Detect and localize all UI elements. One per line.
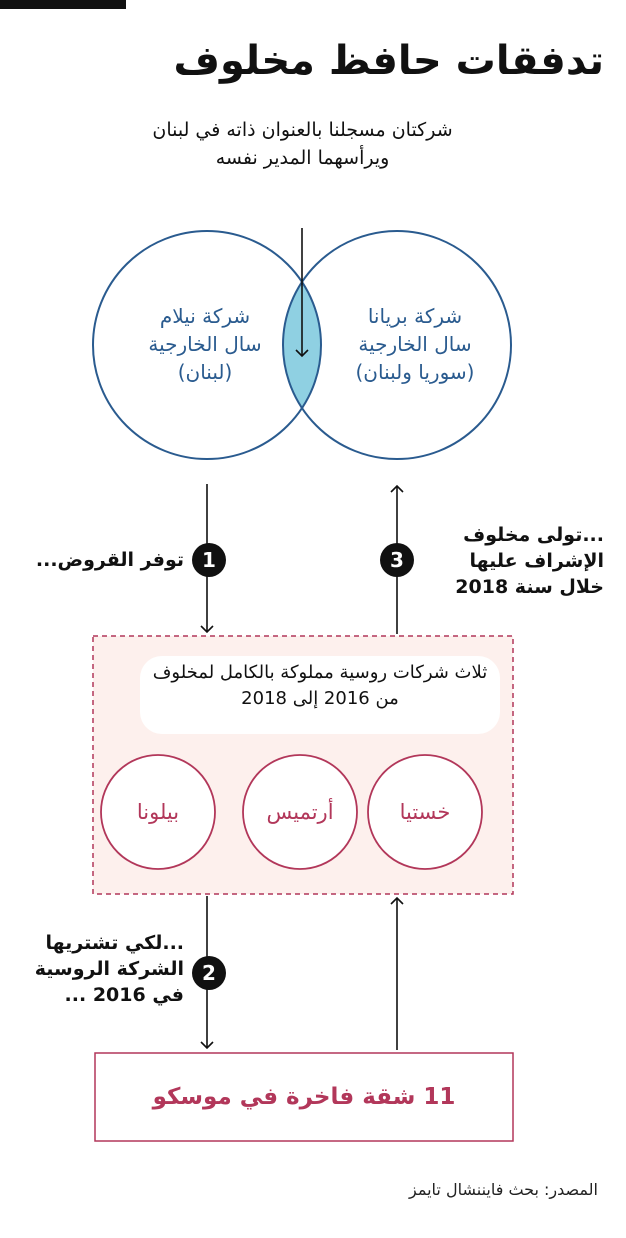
company-khostia: خستيا (399, 800, 451, 824)
result-text: 11 شقة فاخرة في موسكو (152, 1084, 456, 1110)
company-bilona: بيلونا (136, 800, 180, 824)
step3-badge: 3 (380, 543, 414, 577)
briana-label: شركة بريانا سال الخارجية (سوريا ولبنان) (355, 304, 475, 384)
step2-label: ...لكي تشتريها الشركة الروسية في 2016 ... (34, 932, 184, 1006)
russian-box-title: ثلاث شركات روسية مملوكة بالكامل لمخلوف من 2016 إلى 2018 (152, 662, 488, 709)
nilam-label: شركة نيلام سال الخارجية (لبنان) (148, 304, 262, 384)
company-artemis: أرتميس (266, 800, 334, 824)
step1-badge: 1 (192, 543, 226, 577)
shared-address-note: شركتان مسجلنا بالعنوان ذاته في لبنان ويرأسهما المدير نفسه (152, 119, 453, 169)
page-title: تدفقات حافظ مخلوف (173, 38, 604, 84)
step2-badge: 2 (192, 956, 226, 990)
step1-label: توفر القروض... (35, 549, 184, 571)
source-note: المصدر: بحث فايننشال تايمز (409, 1180, 598, 1199)
step3-label: ...تولى مخلوف الإشراف عليها خلال سنة 2018 (455, 524, 604, 598)
